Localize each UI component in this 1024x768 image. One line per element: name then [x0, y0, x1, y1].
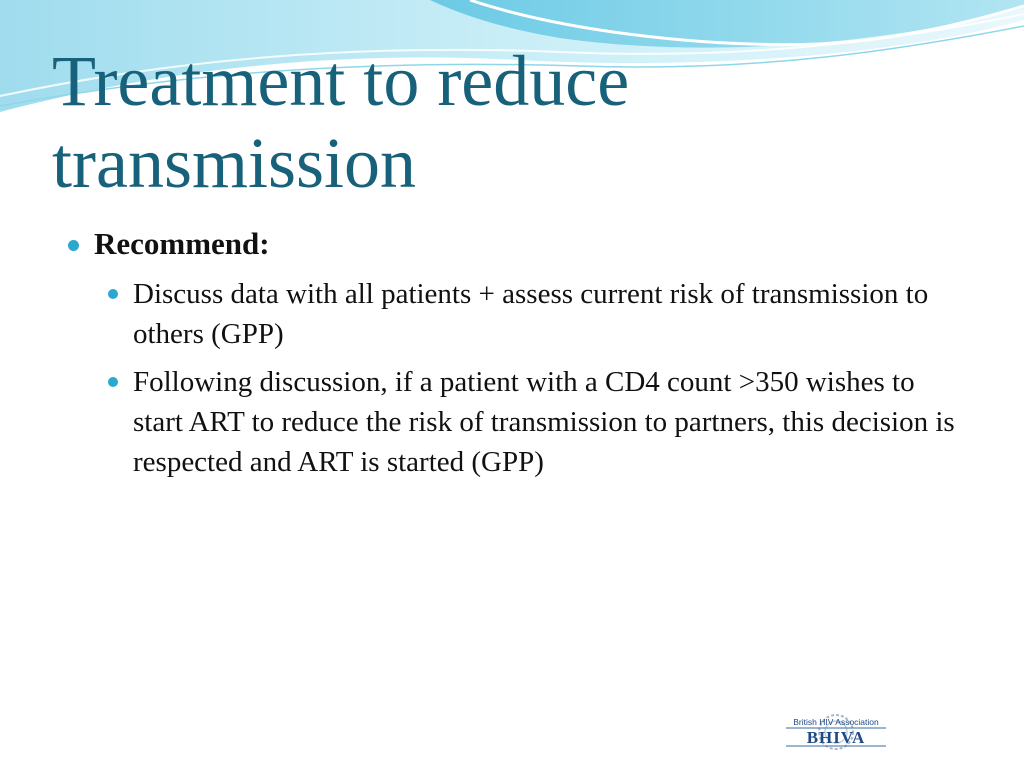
- sub-bullet-item: [106, 274, 963, 354]
- bullet-icon: [108, 289, 118, 299]
- logo-acronym: BHIVA: [806, 728, 866, 747]
- sub-bullet-text: Following discussion, if a patient with a CD4 count >350 wishes to start ART to reduce the risk of transmission to partners, this decision is respected and ART is started (GPP): [133, 366, 955, 478]
- bhiva-logo-icon: [784, 708, 888, 756]
- slide-title: [52, 40, 952, 204]
- sub-bullet-text: Discuss data with all patients + assess current risk of transmission to others (GPP): [133, 278, 929, 350]
- level1-bullet: [66, 222, 966, 266]
- bullet-icon: [68, 240, 79, 251]
- recommend-heading: Recommend:: [94, 226, 270, 261]
- slide-title-line-1: Treatment to reduce: [52, 41, 630, 121]
- sub-bullet-item: [106, 362, 963, 482]
- logo-org-name: British HIV Association: [793, 717, 879, 727]
- sub-bullet-list: [106, 274, 966, 482]
- bullet-icon: [108, 377, 118, 387]
- slide-body: [66, 222, 966, 490]
- slide-title-line-2: transmission: [52, 123, 417, 203]
